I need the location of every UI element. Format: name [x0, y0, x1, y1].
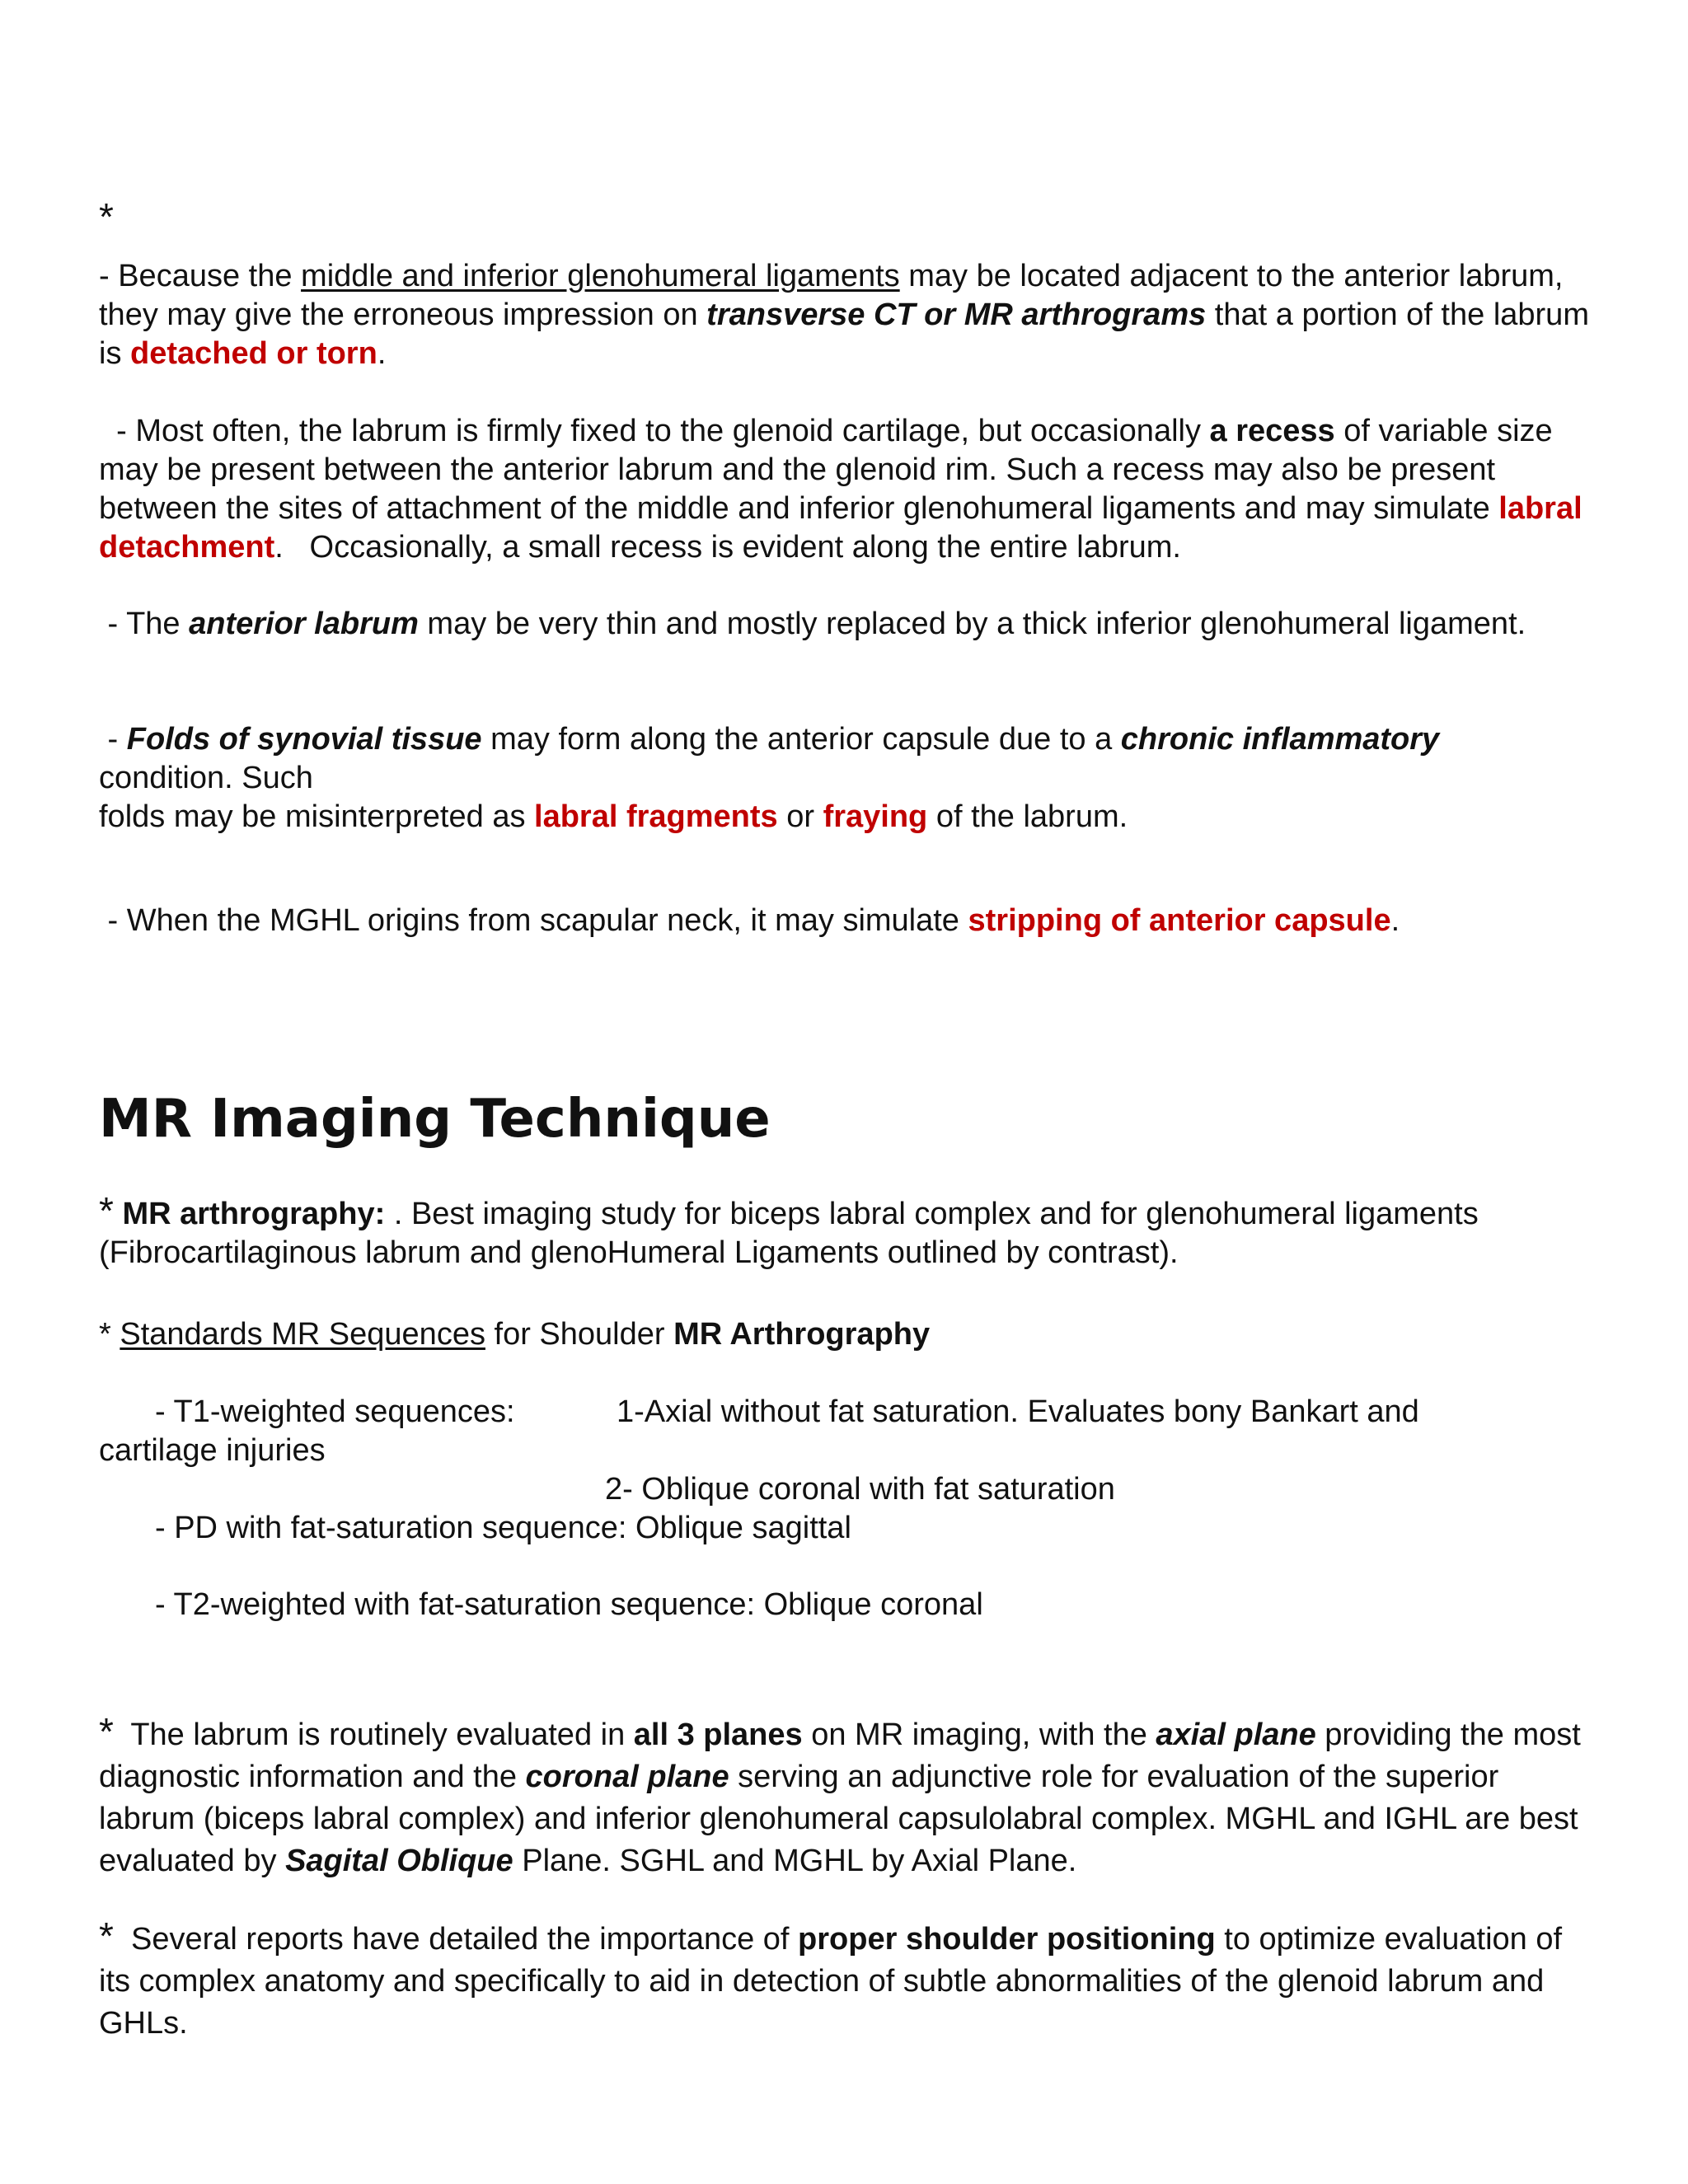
asterisk: *: [99, 1710, 114, 1753]
paragraph-mghl: [99, 902, 1599, 940]
text: - Most often, the labrum is firmly fixed to the glenoid cartilage, but occasionally: [99, 414, 1210, 448]
text: . Occasionally, a small recess is evident along the entire labrum.: [274, 530, 1181, 565]
text: may form along the anterior capsule due to a: [481, 722, 1121, 757]
text: folds may be misinterpreted as: [99, 799, 535, 834]
pd-sequence: - PD with fat-saturation sequence: Oblique sagittal: [155, 1511, 851, 1545]
text: of variable size may be present between the anterior labrum and the glenoid rim. Such a recess may also be present between the sites of attachment of the middle and inferior glenohumeral ligaments and may simulate: [99, 414, 1553, 526]
text: - Because the: [99, 259, 302, 293]
text: on MR imaging, with the: [802, 1718, 1156, 1752]
text: serving an adjunctive role for evaluation of the superior labrum (biceps labral complex) and inferior glenohumeral capsulolabral complex. MGHL and IGHL are best evaluated by: [99, 1760, 1578, 1878]
emphasis-term: transverse CT or MR arthrograms: [706, 298, 1207, 332]
text: Plane. SGHL and MGHL by Axial Plane.: [513, 1844, 1077, 1878]
highlight-term: stripping of anterior capsule: [968, 903, 1391, 938]
text: condition. Such: [99, 761, 313, 795]
t1-item-1: 1-Axial without fat saturation. Evaluates bony Bankart and: [617, 1394, 1419, 1429]
paragraph-ligament-impression: [99, 257, 1599, 373]
underlined-term: Standards MR Sequences: [120, 1317, 485, 1352]
highlight-term: detached or torn: [130, 336, 377, 371]
text: that a portion of the labrum is: [99, 298, 1589, 371]
text: Several reports have detailed the importance of: [113, 1922, 799, 1957]
paragraph-three-planes: [99, 1711, 1599, 1882]
emphasis-term: axial plane: [1156, 1718, 1316, 1752]
text: .: [1390, 903, 1400, 938]
emphasis-term: chronic inflammatory: [1120, 722, 1440, 757]
bold-term: proper shoulder positioning: [798, 1922, 1216, 1957]
asterisk: *: [99, 1915, 114, 1957]
t1-item-2: 2- Oblique coronal with fat saturation: [605, 1472, 1115, 1507]
highlight-term: labral fragments: [534, 799, 778, 834]
text: providing the most diagnostic information and the: [99, 1718, 1581, 1794]
text: or: [777, 799, 823, 834]
text: of the labrum.: [927, 799, 1128, 834]
t1-label: - T1-weighted sequences:: [155, 1394, 515, 1429]
paragraph-standard-sequences: [99, 1315, 1599, 1354]
emphasis-term: Folds of synovial tissue: [126, 722, 482, 757]
text: The labrum is routinely evaluated in: [113, 1718, 634, 1752]
text: may be located adjacent to the anterior labrum, they may give the erroneous impression on: [99, 259, 1564, 332]
bold-term: all 3 planes: [633, 1718, 803, 1752]
highlight-term: labral detachment: [99, 491, 1582, 565]
paragraph-mr-arthrography: [99, 1189, 1599, 1272]
highlight-term: fraying: [823, 799, 928, 834]
section-heading: MR Imaging Technique: [99, 1089, 771, 1150]
text: . Best imaging study for biceps labral complex and for glenohumeral ligaments (Fibrocartilaginous labrum and glenoHumeral Ligaments outlined by contrast).: [99, 1197, 1479, 1270]
paragraph-synovial-folds: [99, 720, 1599, 837]
t2-sequence: - T2-weighted with fat-saturation sequence: Oblique coronal: [155, 1587, 983, 1622]
text: for Shoulder: [485, 1317, 674, 1352]
text: to optimize evaluation of its complex anatomy and specifically to aid in detection of subtle abnormalities of the glenoid labrum and GHLs.: [99, 1922, 1563, 2041]
text: - The: [99, 607, 190, 641]
text: may be very thin and mostly replaced by a thick inferior glenohumeral ligament.: [418, 607, 1526, 641]
paragraph-anterior-labrum: [99, 605, 1599, 644]
t1-item-1-continued: cartilage injuries: [99, 1433, 326, 1468]
text: -: [99, 722, 127, 757]
document-page: [99, 0, 1599, 2184]
underlined-term: middle and inferior glenohumeral ligaments: [301, 259, 900, 293]
bold-term: MR Arthrography: [673, 1317, 931, 1352]
text: *: [99, 1317, 120, 1352]
emphasis-term: Sagital Oblique: [285, 1844, 513, 1878]
lead-asterisk: *: [99, 195, 114, 238]
emphasis-term: coronal plane: [525, 1760, 729, 1794]
asterisk: *: [99, 1189, 114, 1232]
bold-term: a recess: [1209, 414, 1335, 448]
paragraph-recess: [99, 412, 1599, 567]
text: - When the MGHL origins from scapular neck, it may simulate: [99, 903, 968, 938]
bold-term: MR arthrography:: [122, 1197, 386, 1231]
emphasis-term: anterior labrum: [189, 607, 419, 641]
text: .: [377, 336, 387, 371]
paragraph-positioning: [99, 1915, 1599, 2045]
